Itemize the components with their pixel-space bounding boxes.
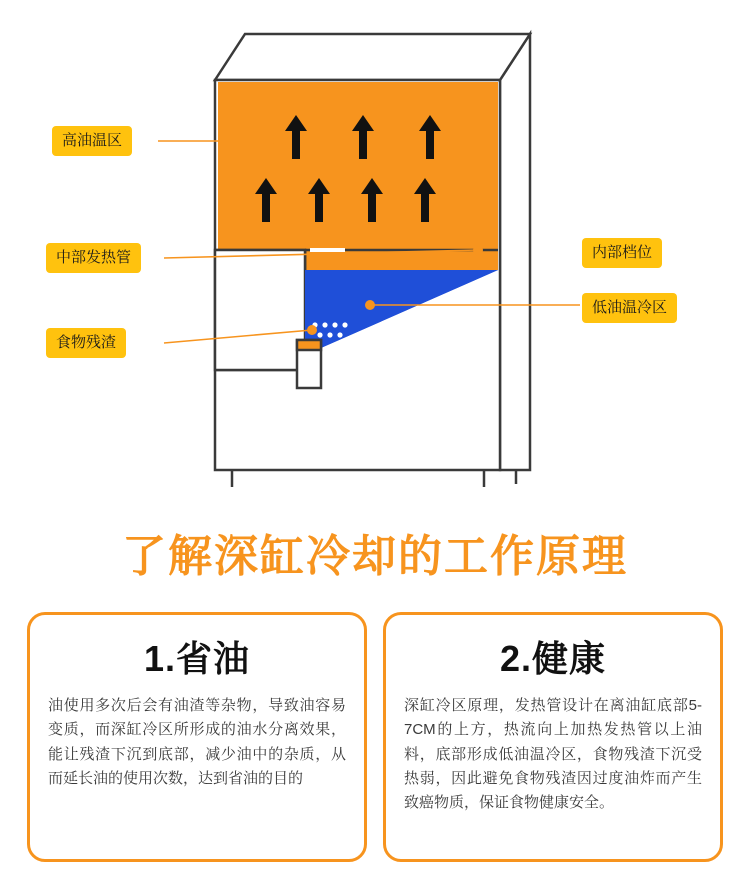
card-body: 深缸冷区原理，发热管设计在离油缸底部5-7CM的上方，热流向上加热发热管以上油料，底部形成低油温冷区，食物残渣下沉受热弱，因此避免食物残渣因过度油炸而产生致癌物质，保证食物健康安全。 (404, 697, 702, 812)
label-middle-heating-tube: 中部发热管 (46, 243, 141, 273)
feature-card-2 (383, 612, 723, 862)
feature-card-1 (27, 612, 367, 862)
drain-pipe (297, 340, 321, 388)
card-title: 1.省油 (143, 638, 251, 679)
hot-oil-region (218, 82, 498, 250)
cabinet-legs (232, 470, 516, 487)
feature-cards (0, 612, 750, 862)
tank-wall (215, 250, 305, 370)
card-body: 油使用多次后会有油渣等杂物，导致油容易变质，而深缸冷区所形成的油水分离效果，能让残渣下沉到底部，减少油中的杂质，从而延长油的使用次数，达到省油的目的 (48, 697, 346, 787)
card-title: 2.健康 (499, 638, 607, 679)
label-inner-gear: 内部档位 (582, 238, 662, 268)
label-food-residue: 食物残渣 (46, 328, 126, 358)
label-low-temp-cold-zone: 低油温冷区 (582, 293, 677, 323)
section-heading: 了解深缸冷却的工作原理 (122, 532, 628, 581)
label-high-temp-zone: 高油温区 (52, 126, 132, 156)
